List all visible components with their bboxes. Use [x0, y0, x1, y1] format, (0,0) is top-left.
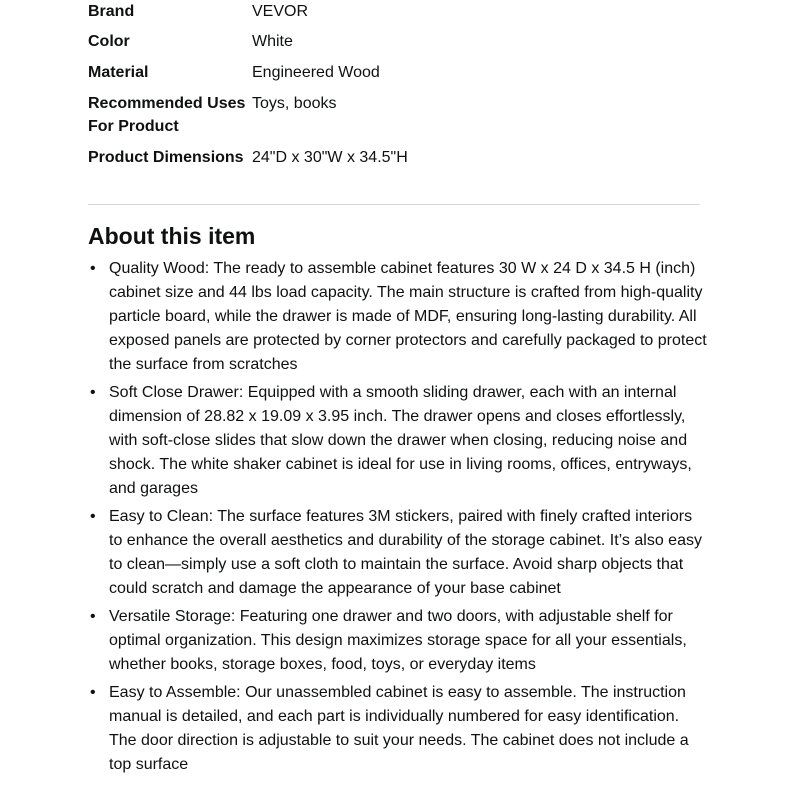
spec-row-color — [88, 30, 700, 53]
spec-value: Engineered Wood — [252, 64, 380, 81]
spec-row-brand — [88, 0, 700, 23]
bullet-icon: • — [90, 508, 96, 525]
spec-key: Material — [88, 64, 149, 81]
spec-key: Color — [88, 33, 130, 50]
bullet-text: Soft Close Drawer: Equipped with a smooth sliding drawer, each with an internal dimension of 28.82 x 19.09 x 3.95 inch. The drawer opens and closes effortlessly, with soft-close slides that slow down the drawer when closing, reducing noise and shock. The white shaker cabinet is ideal for use in living rooms, offices, entryways, and garages — [109, 384, 692, 497]
list-item — [88, 257, 708, 377]
bullet-icon: • — [90, 684, 96, 701]
spec-value: White — [252, 33, 293, 50]
bullet-icon: • — [90, 384, 96, 401]
bullet-text: Easy to Assemble: Our unassembled cabinet is easy to assemble. The instruction manual is detailed, and each part is individually numbered for easy identification. The door direction is adjustable to suit your needs. The cabinet does not include a top surface — [109, 684, 689, 773]
list-item — [88, 681, 708, 777]
about-bullet-list — [88, 257, 708, 781]
list-item — [88, 505, 708, 601]
bullet-text: Versatile Storage: Featuring one drawer and two doors, with adjustable shelf for optimal organization. This design maximizes storage space for all your essentials, whether books, storage boxes, food, toys, or everyday items — [109, 608, 687, 673]
bullet-text: Quality Wood: The ready to assemble cabinet features 30 W x 24 D x 34.5 H (inch) cabinet size and 44 lbs load capacity. The main structure is crafted from high-quality particle board, while the drawer is made of MDF, ensuring long-lasting durability. All exposed panels are protected by corner protectors and carefully packaged to protect the surface from scratches — [109, 260, 707, 373]
bullet-icon: • — [90, 608, 96, 625]
spec-key: Recommended Uses For Product — [88, 95, 246, 135]
spec-key: Product Dimensions — [88, 149, 244, 166]
spec-key: Brand — [88, 3, 135, 20]
about-this-item-heading: About this item — [88, 223, 256, 249]
spec-value: Toys, books — [252, 95, 337, 112]
bullet-text: Easy to Clean: The surface features 3M stickers, paired with finely crafted interiors to enhance the overall aesthetics and durability of the storage cabinet. It’s also easy to clean—simply use a soft cloth to maintain the surface. Avoid sharp objects that could scratch and damage the appearance of your base cabinet — [109, 508, 702, 597]
spec-row-recommended-uses — [88, 92, 700, 138]
spec-value: VEVOR — [252, 3, 309, 20]
list-item — [88, 381, 708, 501]
spec-row-material — [88, 61, 700, 84]
list-item — [88, 605, 708, 677]
spec-value: 24"D x 30"W x 34.5"H — [252, 149, 408, 166]
bullet-icon: • — [90, 260, 96, 277]
spec-row-dimensions — [88, 146, 700, 169]
section-divider — [88, 204, 700, 205]
